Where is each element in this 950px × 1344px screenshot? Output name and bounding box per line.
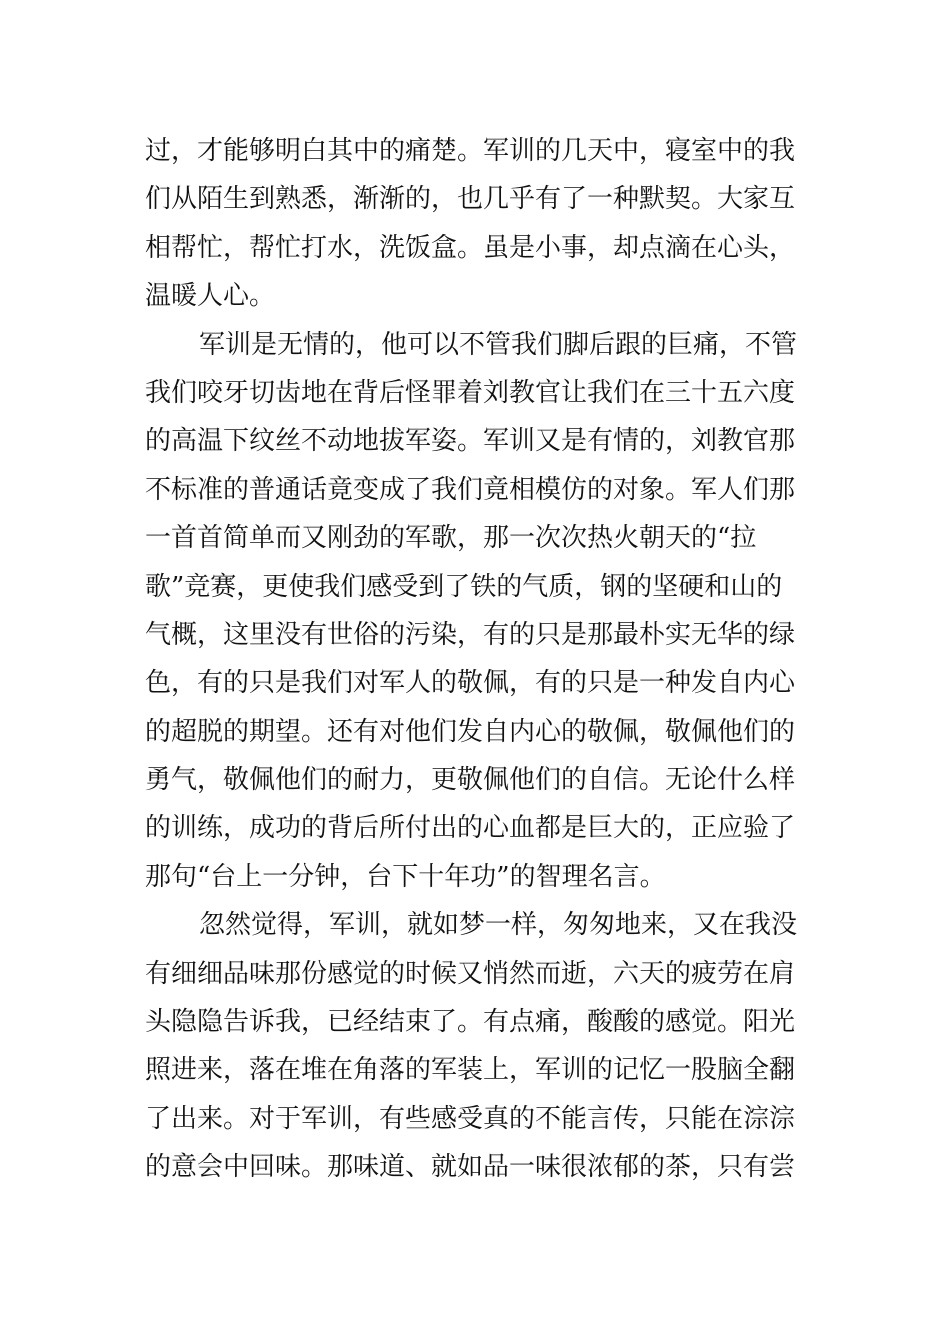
paragraph-start-line: 忽然觉得，军训，就如梦一样，匆匆地来，又在我没	[199, 910, 798, 941]
body-text	[145, 127, 815, 1192]
text-line: 那句“台上一分钟，台下十年功”的智理名言。	[145, 861, 666, 892]
text-line: 色，有的只是我们对军人的敬佩，有的只是一种发自内心	[145, 668, 796, 699]
text-line: 勇气，敬佩他们的耐力，更敬佩他们的自信。无论什么样	[145, 765, 796, 796]
text-line: 我们咬牙切齿地在背后怪罪着刘教官让我们在三十五六度	[145, 377, 796, 408]
text-line: 相帮忙，帮忙打水，洗饭盒。虽是小事，却点滴在心头，	[145, 232, 796, 263]
text-line: 不标准的普通话竟变成了我们竟相模仿的对象。军人们那	[145, 474, 796, 505]
text-line: 歌”竞赛，更使我们感受到了铁的气质，钢的坚硬和山的	[145, 571, 783, 602]
text-line: 的意会中回味。那味道、就如品一味很浓郁的茶，只有尝	[145, 1152, 796, 1183]
text-line: 的训练，成功的背后所付出的心血都是巨大的，正应验了	[145, 813, 796, 844]
text-line: 的高温下纹丝不动地拔军姿。军训又是有情的，刘教官那	[145, 426, 796, 457]
text-line: 照进来，落在堆在角落的军装上，军训的记忆一股脑全翻	[145, 1055, 796, 1086]
text-line: 的超脱的期望。还有对他们发自内心的敬佩，敬佩他们的	[145, 716, 796, 747]
text-line: 有细细品味那份感觉的时候又悄然而逝，六天的疲劳在肩	[145, 958, 796, 989]
paragraph-start-line: 军训是无情的，他可以不管我们脚后跟的巨痛，不管	[199, 329, 798, 360]
text-line: 们从陌生到熟悉，渐渐的，也几乎有了一种默契。大家互	[145, 184, 796, 215]
text-line: 头隐隐告诉我，已经结束了。有点痛，酸酸的感觉。阳光	[145, 1007, 796, 1038]
text-line: 一首首简单而又刚劲的军歌，那一次次热火朝天的“拉	[145, 523, 757, 554]
text-line: 气概，这里没有世俗的污染，有的只是那最朴实无华的绿	[145, 619, 796, 650]
text-line: 温暖人心。	[145, 281, 276, 312]
text-line: 过，才能够明白其中的痛楚。军训的几天中，寝室中的我	[145, 136, 796, 166]
text-line: 了出来。对于军训，有些感受真的不能言传，只能在淙淙	[145, 1103, 796, 1134]
